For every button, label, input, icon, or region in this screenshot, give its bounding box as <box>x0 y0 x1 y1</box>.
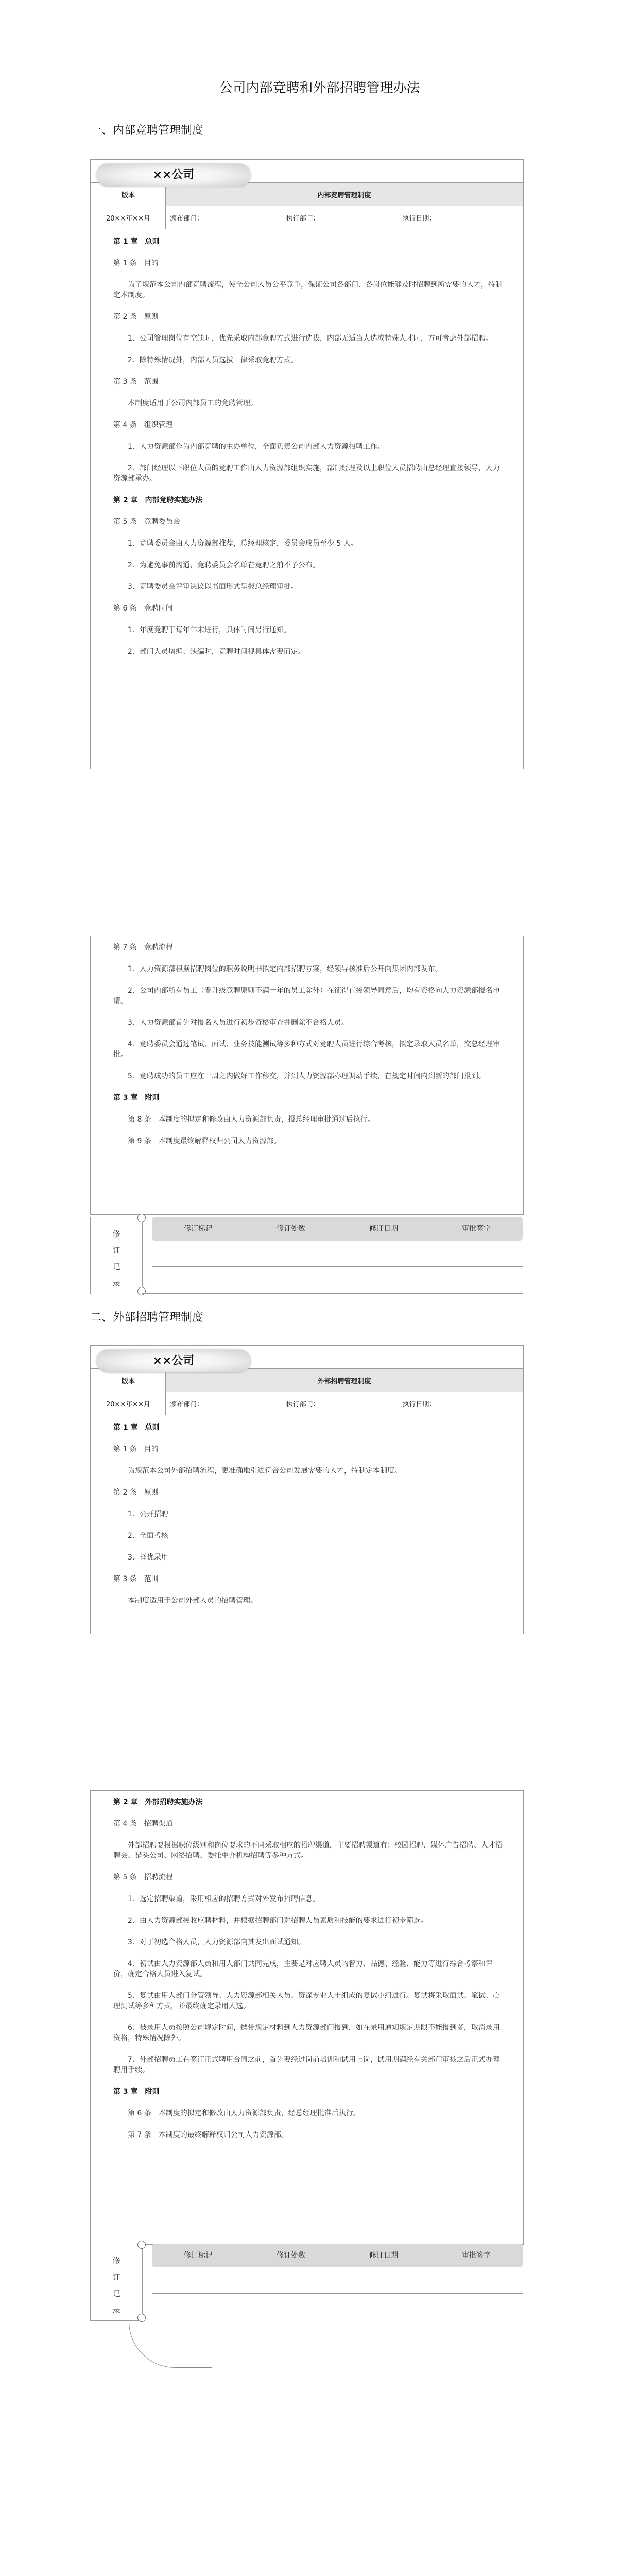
section-heading-external: 二、外部招聘管理制度 <box>90 1311 204 1324</box>
policy-body <box>91 1791 523 2157</box>
revision-row <box>152 2293 523 2294</box>
revision-record-table <box>90 2244 523 2321</box>
revision-col-count: 修订处数 <box>277 1225 305 1233</box>
policy-line: 第 5 条 招聘流程 <box>113 1873 173 1882</box>
exec-date-label: 执行日期： <box>402 1400 436 1409</box>
revision-col-date: 修订日期 <box>369 2251 398 2260</box>
policy-line: 5．复试由用人部门分管领导、人力资源部相关人员、资深专业人士组成的复试小组进行。复试将采取面试、笔试、心理测试等多种方式，并最终确定录用人选。 <box>113 1992 500 2010</box>
revision-record-table <box>90 1217 523 1294</box>
external-policy-page-1 <box>90 1345 524 1634</box>
policy-line: 第 2 条 原则 <box>113 1488 159 1497</box>
page-curl-decoration <box>129 2321 212 2368</box>
document-title: 公司内部竞聘和外部招聘管理办法 <box>219 80 420 96</box>
version-label: 版本 <box>91 1369 166 1392</box>
policy-line: 第 6 条 竞聘时间 <box>113 604 173 613</box>
meta-cell <box>166 206 523 229</box>
version-date: 20××年××月 <box>91 206 166 229</box>
policy-name: 内部竞聘管理制度 <box>166 183 523 206</box>
policy-line: 第 7 条 本制度的最终解释权归公司人力资源部。 <box>128 2131 288 2139</box>
chapter-heading: 第 2 章 外部招聘实施办法 <box>113 1798 203 1806</box>
section-heading-internal: 一、内部竞聘管理制度 <box>90 124 204 137</box>
revision-record-label: 修订记录 <box>112 1229 120 1288</box>
policy-line: 1．选定招聘渠道，采用相应的招聘方式对外发布招聘信息。 <box>128 1895 320 1903</box>
issue-dept-label: 颁布部门： <box>170 214 204 223</box>
revision-header-row <box>152 2244 523 2267</box>
policy-body <box>91 1415 523 1622</box>
version-date: 20××年××月 <box>91 1392 166 1415</box>
policy-line: 3．人力资源部首先对报名人员进行初步资格审查并删除不合格人员。 <box>128 1019 349 1027</box>
policy-line: 3．对于初选合格人员，人力资源部向其发出面试通知。 <box>128 1938 305 1946</box>
policy-line: 为了规范本公司内部竞聘流程，使全公司人员公平竞争，保证公司各部门、各岗位能够及时招聘到所需要的人才，特制定本制度。 <box>113 281 503 299</box>
internal-policy-page-1 <box>90 159 524 769</box>
policy-line: 5．竞聘成功的员工应在一周之内做好工作移交，并到人力资源部办理调动手续，在规定时间内到新的部门报到。 <box>128 1072 486 1080</box>
policy-line: 1．年度竞聘于每年年末进行，具体时间另行通知。 <box>128 626 291 634</box>
policy-line: 7．外部招聘员工在签订正式聘用合同之前，首先要经过岗前培训和试用上岗，试用期满经有关部门审核之后正式办理聘用手续。 <box>113 2056 500 2074</box>
revision-col-mark: 修订标记 <box>184 1225 213 1233</box>
policy-line: 3．择优录用 <box>128 1553 168 1562</box>
policy-line: 2．部门经理以下职位人员的竞聘工作由人力资源部组织实施，部门经理及以上职位人员招聘由总经理直接领导，人力资源部承办。 <box>113 464 500 483</box>
revision-col-sign: 审批签字 <box>462 1225 491 1233</box>
policy-line: 2．为避免事前沟通，竞聘委员会名单在竞聘之前不予公布。 <box>128 561 320 569</box>
version-label: 版本 <box>91 183 166 206</box>
policy-header-table <box>91 159 523 229</box>
chapter-heading: 第 3 章 附则 <box>113 1094 160 1102</box>
policy-line: 第 4 条 招聘渠道 <box>113 1820 173 1828</box>
policy-line: 6．被录用人员按照公司规定时间，携带规定材料到人力资源部门报到，如在录用通知规定期限不能报到者，取消录用资格，特殊情况除外。 <box>113 2024 500 2042</box>
binder-ring-icon <box>137 1214 146 1222</box>
revision-col-mark: 修订标记 <box>184 2251 213 2260</box>
policy-line: 4．竞聘委员会通过笔试、面试、业务技能测试等多种方式对竞聘人员进行综合考核，拟定录取人员名单，交总经理审批。 <box>113 1040 500 1059</box>
policy-line: 1．人力资源部作为内部竞聘的主办单位，全面负责公司内部人力资源招聘工作。 <box>128 443 385 451</box>
chapter-heading: 第 1 章 总则 <box>113 1423 160 1432</box>
policy-line: 第 6 条 本制度的拟定和修改由人力资源部负责，经总经理批准后执行。 <box>128 2109 360 2117</box>
revision-grid <box>142 1241 523 1294</box>
policy-line: 本制度适用于公司外部人员的招聘管理。 <box>128 1597 257 1605</box>
policy-body <box>91 229 523 673</box>
exec-dept-label: 执行部门： <box>286 1400 320 1409</box>
policy-line: 第 1 条 目的 <box>113 259 159 267</box>
binder-ring-icon <box>137 2241 146 2249</box>
exec-dept-label: 执行部门： <box>286 214 320 223</box>
policy-line: 1．公开招聘 <box>128 1510 168 1518</box>
chapter-heading: 第 2 章 内部竞聘实施办法 <box>113 496 203 504</box>
policy-line: 第 8 条 本制度的拟定和修改由人力资源部负责，报总经理审批通过后执行。 <box>128 1115 375 1124</box>
policy-line: 2．除特殊情况外，内部人员选拔一律采取竞聘方式。 <box>128 356 298 364</box>
internal-policy-page-2 <box>90 936 524 1215</box>
policy-line: 3．竞聘委员会评审决议以书面形式呈报总经理审批。 <box>128 583 298 591</box>
company-badge: ××公司 <box>96 164 251 187</box>
policy-line: 2．由人力资源部接收应聘材料，并根据招聘部门对招聘人员素质和技能的要求进行初步筛选。 <box>128 1917 428 1925</box>
policy-line: 第 5 条 竞聘委员会 <box>113 518 180 526</box>
revision-col-count: 修订处数 <box>277 2251 305 2260</box>
policy-line: 第 9 条 本制度最终解释权归公司人力资源部。 <box>128 1137 281 1145</box>
policy-line: 1．竞聘委员会由人力资源部推荐，总经理核定，委员会成员至少 5 人。 <box>128 539 358 548</box>
policy-line: 第 3 条 范围 <box>113 1575 159 1583</box>
policy-line: 外部招聘要根据职位级别和岗位要求的不同采取相应的招聘渠道，主要招聘渠道有：校园招聘、媒体广告招聘、人才招聘会、猎头公司、网络招聘、委托中介机构招聘等多种方式。 <box>113 1841 503 1860</box>
issue-dept-label: 颁布部门： <box>170 1400 204 1409</box>
policy-line: 本制度适用于公司内部员工的竞聘管理。 <box>128 399 257 408</box>
revision-row <box>152 1266 523 1267</box>
policy-line: 第 3 条 范围 <box>113 378 159 386</box>
policy-line: 1．人力资源部根据招聘岗位的职务说明书拟定内部招聘方案，经领导核准后公开向集团内部发布。 <box>128 965 442 973</box>
policy-line: 为规范本公司外部招聘流程，更准确地引进符合公司发展需要的人才，特制定本制度。 <box>128 1467 402 1475</box>
policy-line: 2．部门人员增编、缺编时，竞聘时间视具体需要而定。 <box>128 648 305 656</box>
company-badge: ××公司 <box>96 1350 251 1372</box>
revision-header-row <box>152 1217 523 1241</box>
policy-header-table <box>91 1345 523 1415</box>
company-cell <box>91 160 523 183</box>
external-policy-page-2 <box>90 1790 524 2245</box>
revision-col-date: 修订日期 <box>369 1225 398 1233</box>
company-cell <box>91 1346 523 1369</box>
policy-line: 2．公司内部所有员工（晋升级竞聘原则不满一年的员工除外）在征得直接领导同意后，均有资格向人力资源部报名申请。 <box>113 987 500 1005</box>
revision-record-label-cell <box>90 1217 143 1294</box>
policy-line: 2．全面考核 <box>128 1532 168 1540</box>
exec-date-label: 执行日期： <box>402 214 436 223</box>
meta-cell <box>166 1392 523 1415</box>
policy-name: 外部招聘管理制度 <box>166 1369 523 1392</box>
policy-line: 第 7 条 竞聘流程 <box>113 943 173 952</box>
revision-grid <box>142 2267 523 2320</box>
policy-line: 第 4 条 组织管理 <box>113 421 173 429</box>
policy-body <box>91 936 523 1163</box>
policy-line: 4．初试由人力资源部人员和用人部门共同完成，主要是对应聘人员的智力、品德、经验、能力等进行综合考察和评价，确定合格人员进入复试。 <box>113 1960 493 1978</box>
revision-record-label: 修订记录 <box>112 2256 120 2315</box>
policy-line: 1．公司管理岗位有空缺时，优先采取内部竞聘方式进行选拔，内部无适当人选或特殊人才时，方可考虑外部招聘。 <box>128 334 493 343</box>
revision-record-label-cell <box>90 2244 143 2321</box>
chapter-heading: 第 3 章 附则 <box>113 2088 160 2096</box>
policy-line: 第 1 条 目的 <box>113 1445 159 1453</box>
revision-col-sign: 审批签字 <box>462 2251 491 2260</box>
chapter-heading: 第 1 章 总则 <box>113 238 160 246</box>
policy-line: 第 2 条 原则 <box>113 313 159 321</box>
